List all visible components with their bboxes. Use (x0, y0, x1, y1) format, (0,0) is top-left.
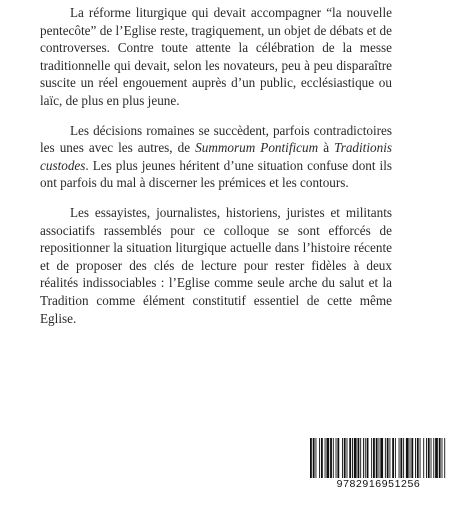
barcode-bar (360, 438, 361, 478)
barcode-bar (411, 438, 413, 478)
barcode-bar (400, 438, 402, 478)
text-run: La réforme liturgique qui devait accompagner “la nouvelle pentecôte” de l’Eglise reste, tragiquement, un objet de débats et de controverses. Contre toute attente la célébration de la messe traditionnelle qui devait, selon les novateurs, peu à peu disparaître suscite un réel engouement auprès d’un public, ecclésiastique ou laïc, de plus en plus jeune. (40, 5, 392, 108)
barcode-bar (439, 438, 441, 478)
paragraph-1 (40, 4, 392, 110)
barcode-bar (313, 438, 315, 478)
barcode-bar (357, 438, 359, 478)
paragraph-2 (40, 122, 392, 192)
barcode-bar (435, 438, 438, 478)
barcode-bar (392, 438, 394, 478)
barcode-bar (321, 438, 323, 478)
isbn-barcode (307, 436, 450, 492)
barcode-bars (310, 438, 447, 478)
back-cover-text (40, 4, 392, 339)
barcode-bar (442, 438, 443, 478)
barcode-bar (379, 438, 380, 478)
barcode-bar (376, 438, 378, 478)
italic-title: Summorum Pontificum (195, 140, 319, 156)
barcode-bar (385, 438, 386, 478)
paragraph-3 (40, 204, 392, 327)
barcode-bar (347, 438, 348, 478)
barcode-number: 9782916951256 (336, 478, 421, 490)
barcode-bar (325, 438, 326, 478)
text-run: à (318, 140, 335, 156)
barcode-bar (406, 438, 409, 478)
barcode-bar (444, 438, 445, 478)
barcode-bar (403, 438, 404, 478)
barcode-bar (399, 438, 400, 478)
barcode-bar (349, 438, 351, 478)
barcode-bar (354, 438, 357, 478)
barcode-bar (365, 438, 366, 478)
italic-title: Traditionis custodes (40, 140, 392, 173)
barcode-bar (371, 438, 372, 478)
barcode-bar (380, 438, 383, 478)
barcode-bar (315, 438, 316, 478)
barcode-bar (426, 438, 427, 478)
barcode-bar (319, 438, 320, 478)
barcode-bar (415, 438, 416, 478)
barcode-bar (352, 438, 353, 478)
text-run: Les décisions romaines se succèdent, parfois contradictoires les unes avec les autres, de (40, 122, 392, 156)
barcode-bar (342, 438, 343, 478)
barcode-bar (431, 438, 432, 478)
barcode-bar (326, 438, 329, 478)
barcode-bar (387, 438, 389, 478)
barcode-bar (310, 438, 312, 478)
barcode-bar (363, 438, 364, 478)
text-run: Les essayistes, journalistes, historiens, juristes et militants associatifs rassemblés pour ce colloque se sont efforcés de repositionner la situation liturgique actuelle dans l’histoire récente et de proposer des clés de lecture pour rester fidèles à deux réalités indissociables : l’Eglise comme seule arche du salut et la Tradition comme élément constitutif essentiel de cette même Eglise. (40, 204, 392, 326)
barcode-bar (433, 438, 434, 478)
barcode-bar (330, 438, 332, 478)
barcode-bar (373, 438, 375, 478)
text-run: . Les plus jeunes héritent d’une situation confuse dont ils ont parfois du mal à discerner les prémices et les contours. (40, 157, 392, 191)
barcode-bar (333, 438, 334, 478)
barcode-bar (423, 438, 424, 478)
barcode-bar (389, 438, 390, 478)
barcode-bar (336, 438, 337, 478)
barcode-bar (428, 438, 430, 478)
barcode-bar (337, 438, 339, 478)
barcode-bar (367, 438, 369, 478)
barcode-bar (420, 438, 421, 478)
barcode-bar (410, 438, 411, 478)
barcode-bar (344, 438, 346, 478)
barcode-bar (395, 438, 396, 478)
barcode-bar (417, 438, 419, 478)
